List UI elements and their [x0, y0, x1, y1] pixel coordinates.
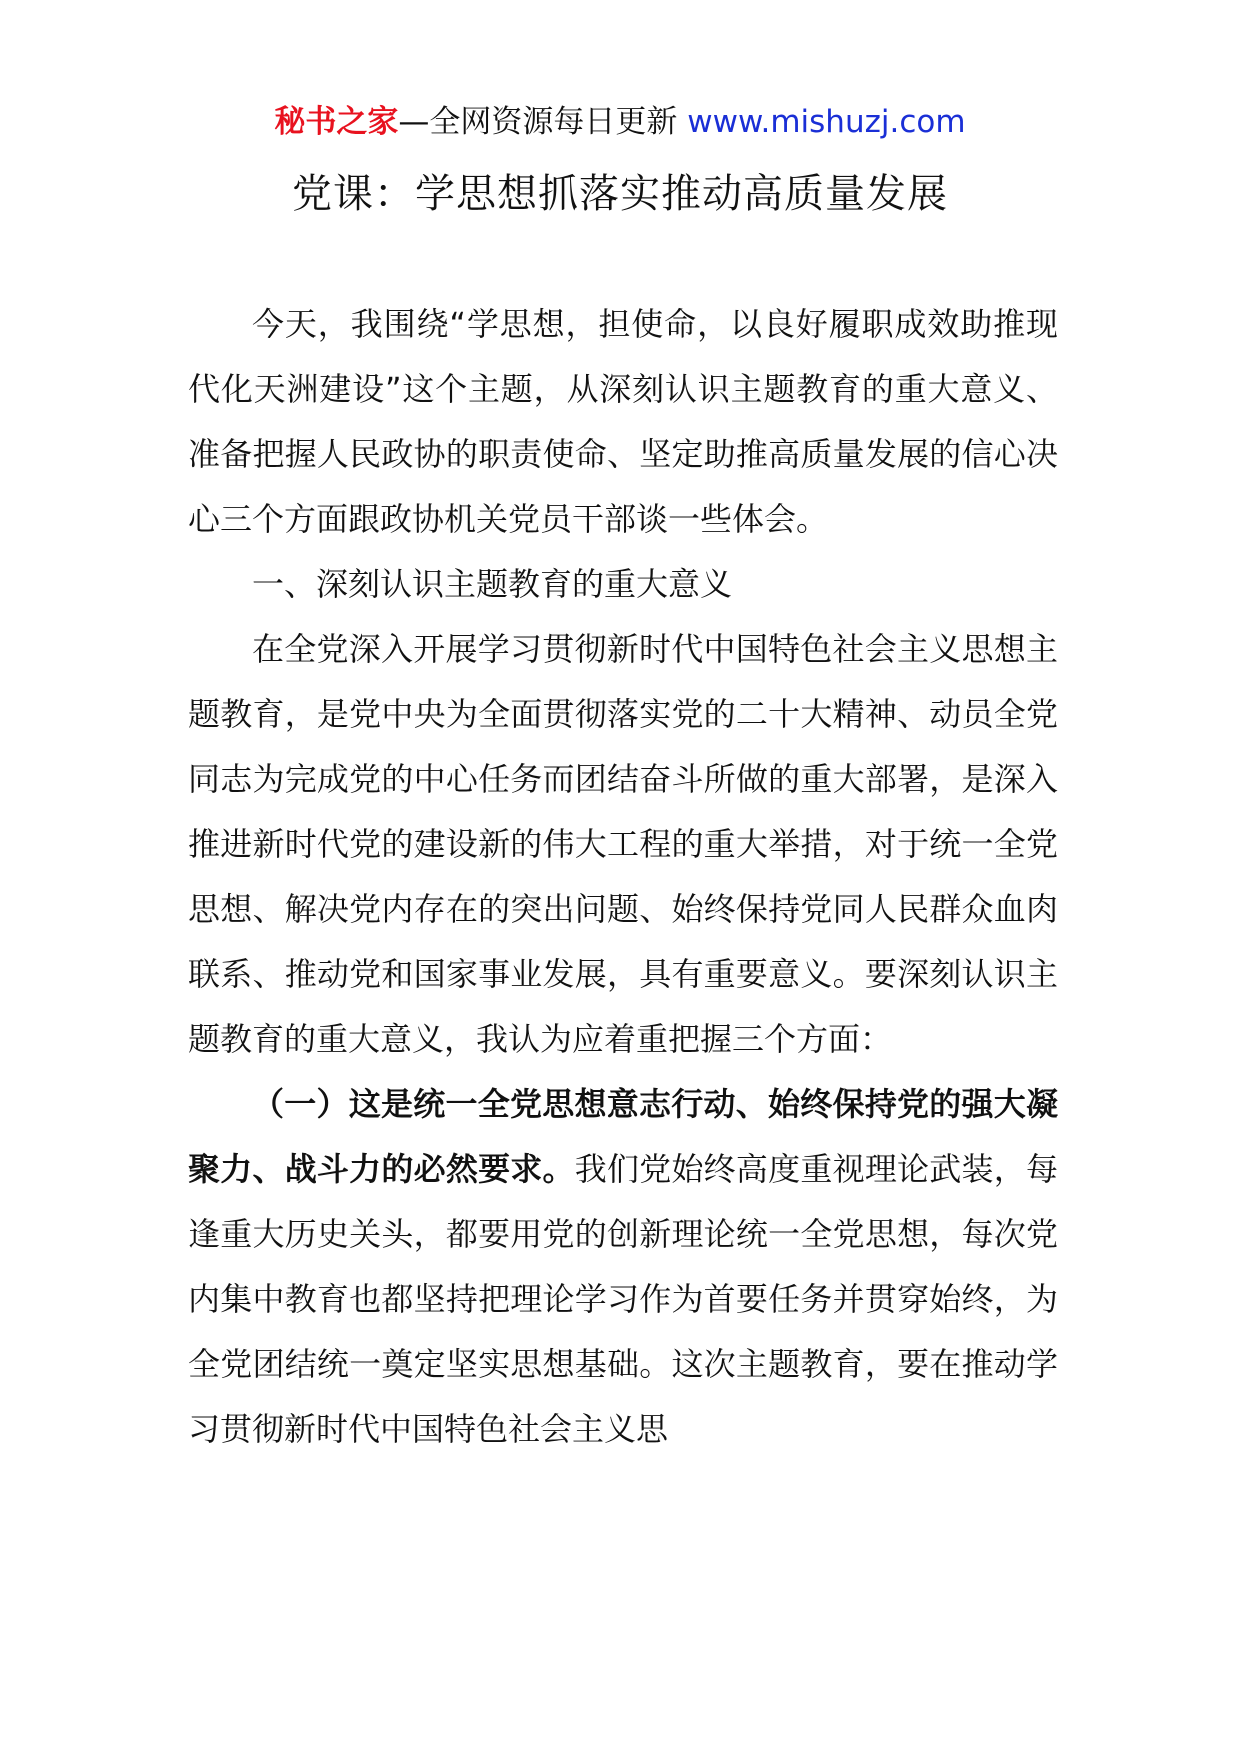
document-body: [188, 292, 1058, 1462]
intro-paragraph: 今天，我围绕“学思想，担使命，以良好履职成效助推现代化天洲建设”这个主题，从深刻认识主题教育的重大意义、准备把握人民政协的职责使命、坚定助推高质量发展的信心决心三个方面跟政协机关党员干部谈一些体会。: [188, 305, 1058, 538]
subsection-heading: （一）这是统一全党思想意志行动、始终保持党的强大凝聚力、战斗力的必然要求。: [188, 1085, 1058, 1188]
section-paragraph: 在全党深入开展学习贯彻新时代中国特色社会主义思想主题教育，是党中央为全面贯彻落实党的二十大精神、动员全党同志为完成党的中心任务而团结奋斗所做的重大部署，是深入推进新时代党的建设新的伟大工程的重大举措，对于统一全党思想、解决党内存在的突出问题、始终保持党同人民群众血肉联系、推动党和国家事业发展，具有重要意义。要深刻认识主题教育的重大意义，我认为应着重把握三个方面：: [188, 630, 1058, 1058]
site-url-link[interactable]: www.mishuzj.com: [677, 104, 966, 140]
subsection-text: 我们党始终高度重视理论武装，每逢重大历史关头，都要用党的创新理论统一全党思想，每次党内集中教育也都坚持把理论学习作为首要任务并贯穿始终，为全党团结统一奠定坚实思想基础。这次主题教育，要在推动学习贯彻新时代中国特色社会主义思: [188, 1150, 1058, 1448]
brand-name: 秘书之家: [274, 104, 399, 140]
subsection-paragraph: [188, 1072, 1058, 1462]
site-header: [0, 100, 1240, 144]
site-slogan: —全网资源每日更新: [398, 104, 678, 140]
section-heading: 一、深刻认识主题教育的重大意义: [252, 565, 733, 603]
document-title: 党课：学思想抓落实推动高质量发展: [292, 171, 948, 217]
